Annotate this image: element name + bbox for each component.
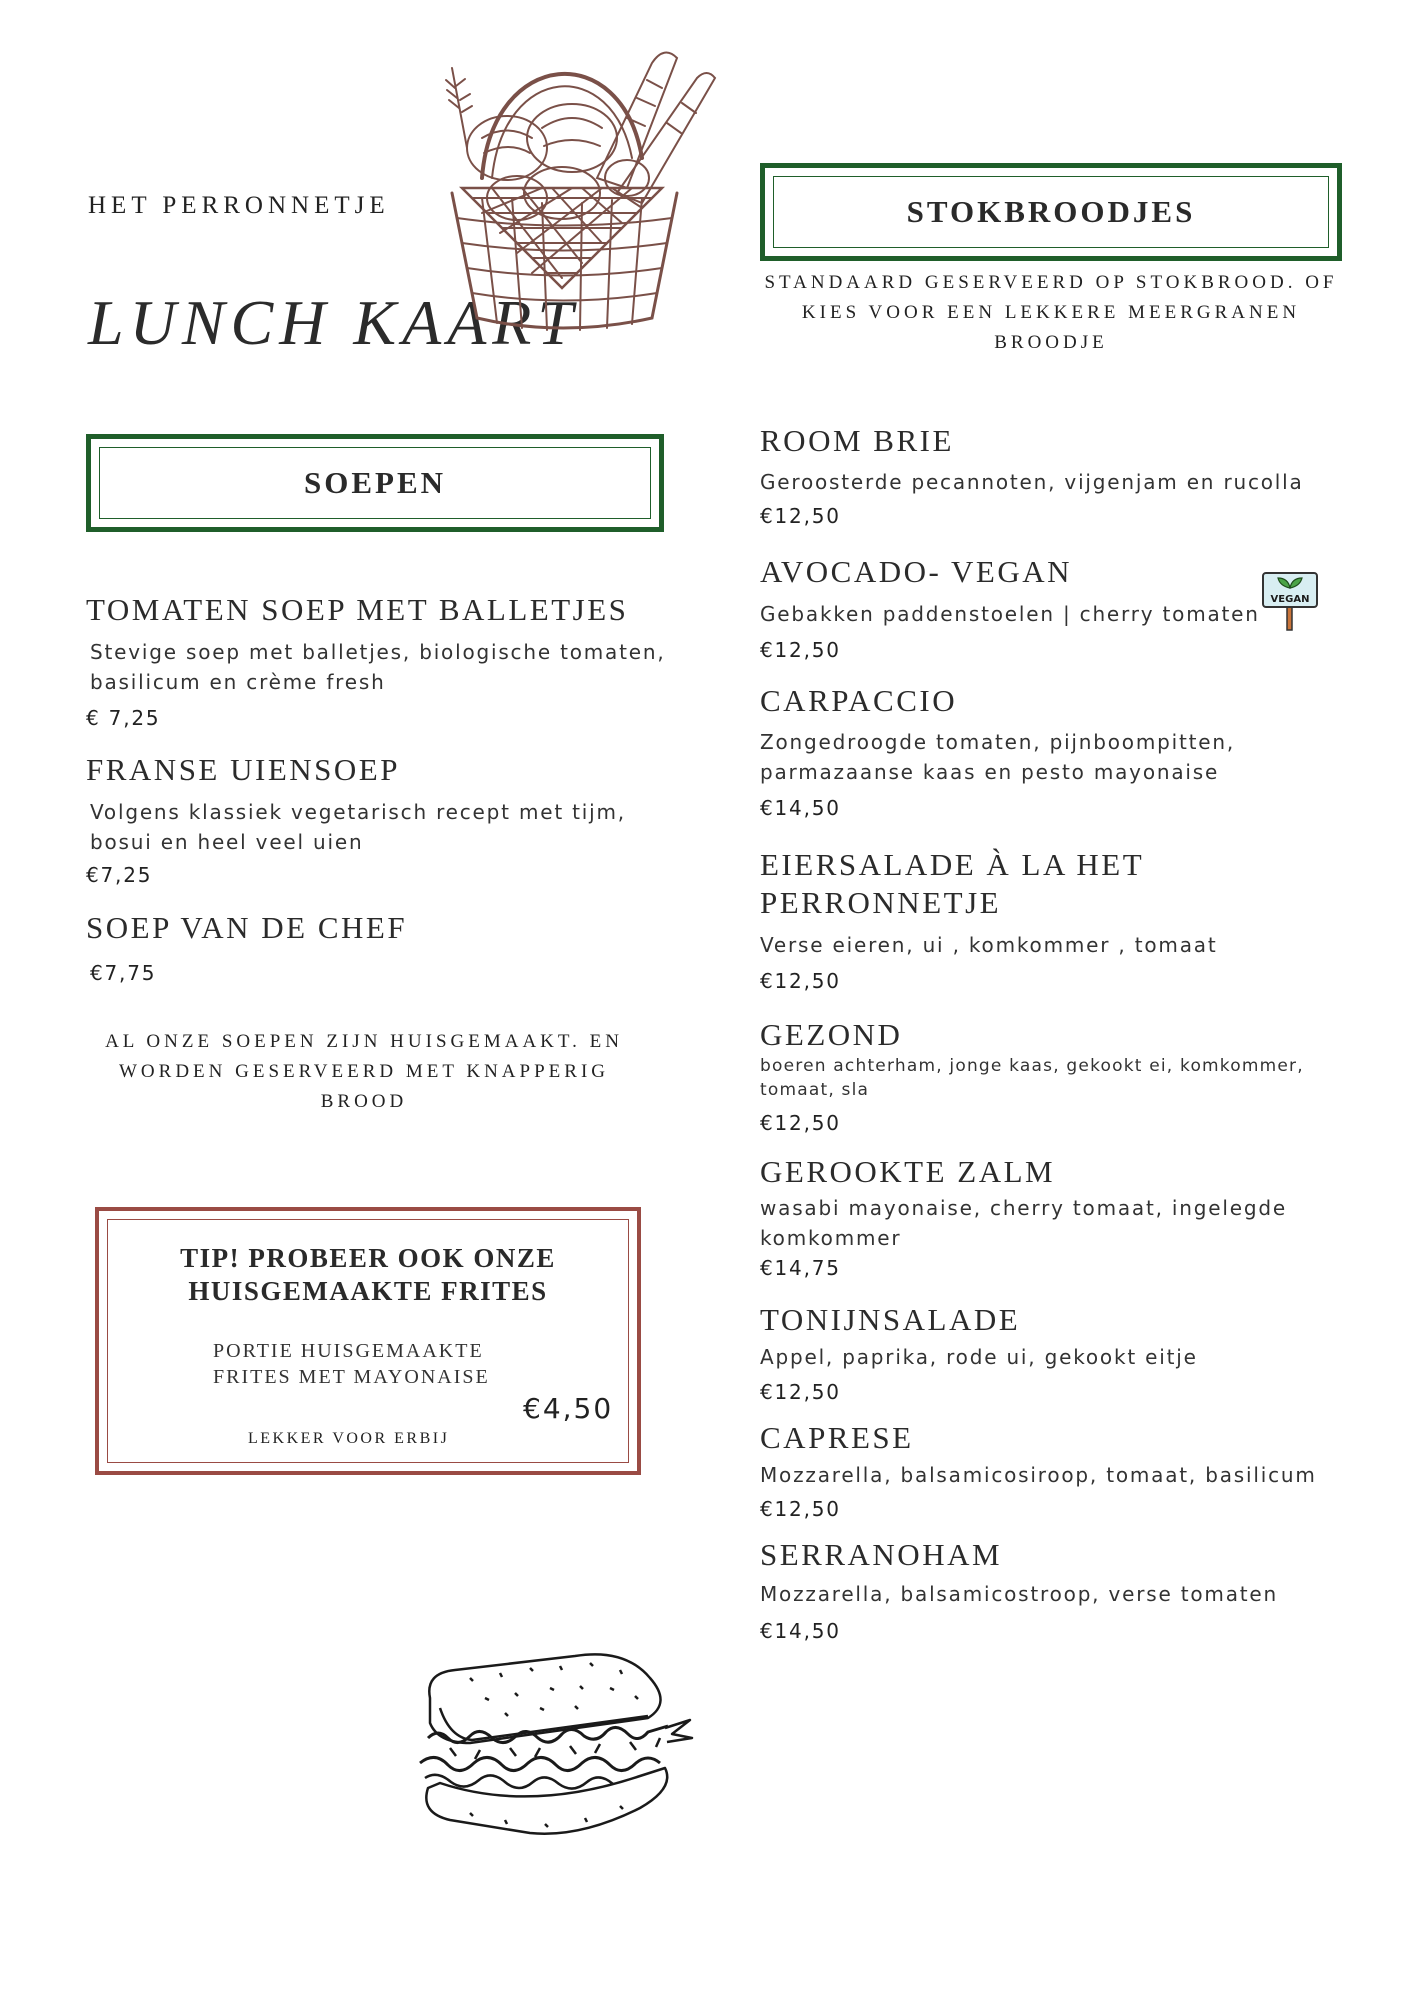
soup-price: €7,25 <box>86 863 153 887</box>
soups-note: AL ONZE SOEPEN ZIJN HUISGEMAAKT. EN WORDEN GESERVEERD MET KNAPPERIG BROOD <box>105 1031 623 1112</box>
sandwiches-subtitle: STANDAARD GESERVEERD OP STOKBROOD. OF KIES VOOR EEN LEKKERE MEERGRANEN BROODJE <box>764 272 1338 353</box>
tip-description: PORTIE HUISGEMAAKTE FRITES MET MAYONAISE <box>213 1340 490 1388</box>
sandwich-name: TONIJNSALADE <box>760 1302 1021 1337</box>
sandwich-price: €14,75 <box>760 1256 841 1280</box>
sandwich-name: GEZOND <box>760 1017 903 1052</box>
sandwich-name: CAPRESE <box>760 1420 914 1455</box>
sandwich-price: €12,50 <box>760 969 841 993</box>
sandwiches-heading-frame <box>760 163 1342 261</box>
sandwich-price: €12,50 <box>760 1111 841 1135</box>
sandwich-price: €12,50 <box>760 504 841 528</box>
sandwich-description: Verse eieren, ui , komkommer , tomaat <box>760 933 1218 957</box>
soup-name: SOEP VAN DE CHEF <box>86 910 408 945</box>
sandwich-price: €12,50 <box>760 638 841 662</box>
tip-price: €4,50 <box>523 1392 614 1425</box>
sandwich-price: €12,50 <box>760 1380 841 1404</box>
tip-box <box>95 1207 641 1475</box>
sandwich-description: Zongedroogde tomaten, pijnboompitten, parmazaanse kaas en pesto mayonaise <box>760 730 1235 784</box>
soup-name: FRANSE UIENSOEP <box>86 752 400 787</box>
sandwich-illustration <box>410 1648 700 1838</box>
sandwich-name: SERRANOHAM <box>760 1537 1003 1572</box>
soup-name: TOMATEN SOEP MET BALLETJES <box>86 592 629 627</box>
vegan-label: VEGAN <box>1270 594 1310 605</box>
sandwich-description: Mozzarella, balsamicosiroop, tomaat, basilicum <box>760 1463 1317 1487</box>
soup-price: € 7,25 <box>86 706 161 730</box>
tip-note: LEKKER VOOR ERBIJ <box>248 1430 450 1447</box>
sandwich-description: Gebakken paddenstoelen | cherry tomaten <box>760 602 1260 626</box>
sandwich-price: €14,50 <box>760 1619 841 1643</box>
sandwich-description: Mozzarella, balsamicostroop, verse tomaten <box>760 1582 1278 1606</box>
sandwich-name: AVOCADO- VEGAN <box>760 554 1073 589</box>
sandwich-name: EIERSALADE À LA HET PERRONNETJE <box>760 847 1144 920</box>
sandwich-name: GEROOKTE ZALM <box>760 1154 1056 1189</box>
soup-description: Volgens klassiek vegetarisch recept met tijm, bosui en heel veel uien <box>90 800 626 854</box>
tip-title: TIP! PROBEER OOK ONZE HUISGEMAAKTE FRITES <box>180 1243 556 1306</box>
sandwich-price: €14,50 <box>760 796 841 820</box>
bread-basket-illustration <box>412 28 748 343</box>
sandwich-description: Appel, paprika, rode ui, gekookt eitje <box>760 1345 1198 1369</box>
sandwich-price: €12,50 <box>760 1497 841 1521</box>
sandwich-name: CARPACCIO <box>760 683 958 718</box>
restaurant-name: HET PERRONNETJE <box>88 192 390 219</box>
sandwich-description: boeren achterham, jonge kaas, gekookt ei, komkommer, tomaat, sla <box>760 1056 1304 1100</box>
soup-price: €7,75 <box>90 961 157 985</box>
soups-heading: SOEPEN <box>303 465 447 500</box>
sandwich-name: ROOM BRIE <box>760 423 954 458</box>
sandwich-description: wasabi mayonaise, cherry tomaat, ingelegde komkommer <box>760 1196 1287 1250</box>
vegan-sign-icon <box>1260 570 1320 632</box>
page-title: LUNCH KAART <box>88 287 579 358</box>
soup-description: Stevige soep met balletjes, biologische tomaten, basilicum en crème fresh <box>90 640 666 694</box>
sandwiches-heading: STOKBROODJES <box>906 194 1196 229</box>
soups-heading-frame <box>86 434 664 532</box>
sandwich-description: Geroosterde pecannoten, vijgenjam en rucolla <box>760 470 1304 494</box>
